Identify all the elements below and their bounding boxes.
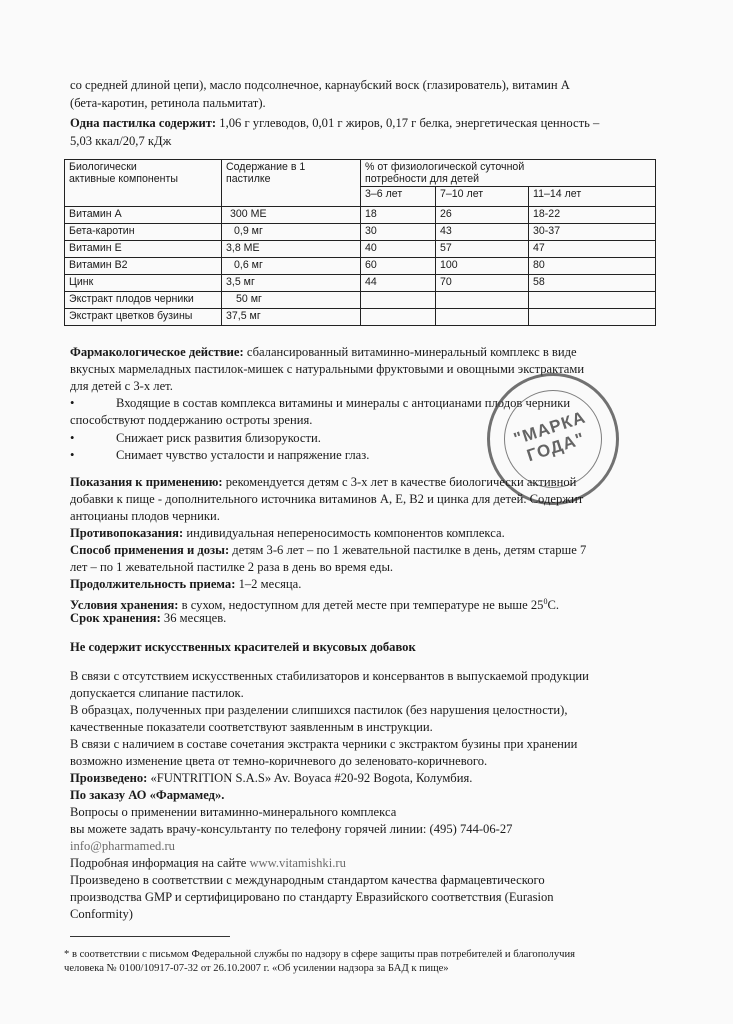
cell-amount: 37,5 мг [222,309,361,326]
cell-age3: 58 [529,275,656,292]
contact-phone: вы можете задать врачу-консультанту по телефону горячей линии: (495) 744-06-27 [70,822,513,836]
cell-name: Витамин В2 [65,258,222,275]
cell-age3 [529,309,656,326]
cell-amount: 3,5 мг [222,275,361,292]
more-info: Подробная информация на сайте www.vitamishki.ru [70,856,346,870]
cell-age1: 60 [361,258,436,275]
cell-age1: 30 [361,224,436,241]
note-line: В связи с наличием в составе сочетания экстракта черники с экстрактом бузины при хранении [70,737,578,751]
bullet-icon: • [70,396,75,410]
gmp-line-3: Conformity) [70,907,133,921]
one-pastille-text: 1,06 г углеводов, 0,01 г жиров, 0,17 г белка, энергетическая ценность – [216,116,600,130]
cell-amount: 3,8 МЕ [222,241,361,258]
one-pastille-line-2: 5,03 ккал/20,7 кДж [70,134,172,148]
cell-age1: 40 [361,241,436,258]
duration: Продолжительность приема: 1–2 месяца. [70,577,302,591]
indications-label: Показания к применению: [70,475,223,489]
cell-age2: 57 [436,241,529,258]
cell-name: Экстракт плодов черники [65,292,222,309]
composition-line-1: со средней длиной цепи), масло подсолнечное, карнаубский воск (глазирователь), витамин А [70,78,570,92]
cell-age3: 47 [529,241,656,258]
table-row [65,224,656,241]
pharm-line-1: Фармакологическое действие: сбалансированный витаминно-минеральный комплекс в виде [70,345,577,359]
cell-amount: 0,6 мг [222,258,361,275]
cell-age3: 80 [529,258,656,275]
table-row [65,258,656,275]
pharm-line-3: для детей с 3-х лет. [70,379,173,393]
cell-age3 [529,292,656,309]
cell-age2: 43 [436,224,529,241]
cell-age2 [436,292,529,309]
cell-age3: 30-37 [529,224,656,241]
stamp-text: "МАРКА ГОДА" [511,407,589,466]
age-3-6: 3–6 лет [361,187,436,207]
cell-age2 [436,309,529,326]
age-11-14: 11–14 лет [529,187,656,207]
pharm-bullet-2: Снижает риск развития близорукости. [116,431,321,445]
pharm-label: Фармакологическое действие: [70,345,244,359]
cell-age3: 18-22 [529,207,656,224]
storage: Условия хранения: в сухом, недоступном для детей месте при температуре не выше $25^0С$. [70,597,560,613]
cell-age1 [361,309,436,326]
cell-age1 [361,292,436,309]
table-row [65,207,656,224]
one-pastille-line-1 [70,116,599,132]
one-pastille-label: Одна пастилка содержит: [70,116,217,130]
indications-line-2: добавки к пище - дополнительного источника витаминов А, Е, В2 и цинка для детей. Содержит [70,492,584,506]
cell-age2: 26 [436,207,529,224]
note-line: В образцах, полученных при разделении слипшихся пастилок (без нарушения целостности), [70,703,568,717]
order-line: По заказу АО «Фармамед». [70,788,225,802]
cell-amount: 0,9 мг [222,224,361,241]
note-line: качественные показатели соответствуют заявленным в инструкции. [70,720,433,734]
cell-amount: 50 мг [222,292,361,309]
composition-line-2: (бета-каротин, ретинола пальмитат). [70,96,266,110]
cell-name: Цинк [65,275,222,292]
note-line: В связи с отсутствием искусственных стабилизаторов и консервантов в выпускаемой продукции [70,669,589,683]
table-row [65,275,656,292]
cell-age1: 44 [361,275,436,292]
contraindications: Противопоказания: индивидуальная непереносимость компонентов комплекса. [70,526,505,540]
cell-amount: 300 МЕ [222,207,361,224]
pharm-bullet-1: Входящие в состав комплекса витамины и минералы с антоцианами плодов черники [116,396,571,410]
table-header-row [65,160,656,187]
dosage-line-2: лет – по 1 жевательной пастилке 2 раза в день во время еды. [70,560,394,574]
cell-name: Витамин А [65,207,222,224]
table-row [65,241,656,258]
contact-email-link[interactable]: info@pharmamed.ru [70,839,175,853]
header-content: Содержание в 1 пастилке [222,160,361,207]
bullet-icon: • [70,448,75,462]
footnote-divider [70,936,230,937]
cell-name: Витамин Е [65,241,222,258]
indications-line-1: Показания к применению: рекомендуется детям с 3-х лет в качестве биологически активной [70,475,577,489]
footnote-line-1: * в соответствии с письмом Федеральной службы по надзору в сфере защиты прав потребителей и благополучия [64,949,575,960]
indications-line-3: антоцианы плодов черники. [70,509,220,523]
cell-age2: 70 [436,275,529,292]
table-row [65,309,656,326]
components-table [64,159,656,326]
note-line: возможно изменение цвета от темно-коричневого до зеленовато-коричневого. [70,754,488,768]
shelf-life: Срок хранения: 36 месяцев. [70,611,227,625]
cell-name: Бета-каротин [65,224,222,241]
dosage-line-1: Способ применения и дозы: детям 3-6 лет – по 1 жевательной пастилке в день, детям старше 7 [70,543,587,557]
pharm-bullet-1-cont: способствуют поддержанию остроты зрения. [70,413,313,427]
producer: Произведено: «FUNTRITION S.A.S» Av. Boyaca #20-92 Bogota, Колумбия. [70,771,473,785]
no-dyes-heading: Не содержит искусственных красителей и вкусовых добавок [70,640,416,654]
pharm-line-2: вкусных мармеладных пастилок-мишек с натуральными фруктовыми и овощными экстрактами [70,362,585,376]
footnote-line-2: человека № 0100/10917-07-32 от 26.10.2007 г. «Об усилении надзора за БАД к пище» [64,963,449,974]
cell-age1: 18 [361,207,436,224]
contact-question: Вопросы о применении витаминно-минерального комплекса [70,805,397,819]
header-percent: % от физиологической суточной потребности для детей [361,160,656,187]
bullet-icon: • [70,431,75,445]
table-row [65,292,656,309]
cell-name: Экстракт цветков бузины [65,309,222,326]
cell-age2: 100 [436,258,529,275]
site-link[interactable]: www.vitamishki.ru [249,856,346,870]
gmp-line-1: Произведено в соответствии с международным стандартом качества фармацевтического [70,873,545,887]
gmp-line-2: производства GMP и сертифицировано по стандарту Евразийского соответствия (Eurasion [70,890,554,904]
pharm-bullet-3: Снимает чувство усталости и напряжение глаз. [116,448,370,462]
note-line: допускается слипание пастилок. [70,686,244,700]
header-components: Биологически активные компоненты [65,160,222,207]
age-7-10: 7–10 лет [436,187,529,207]
